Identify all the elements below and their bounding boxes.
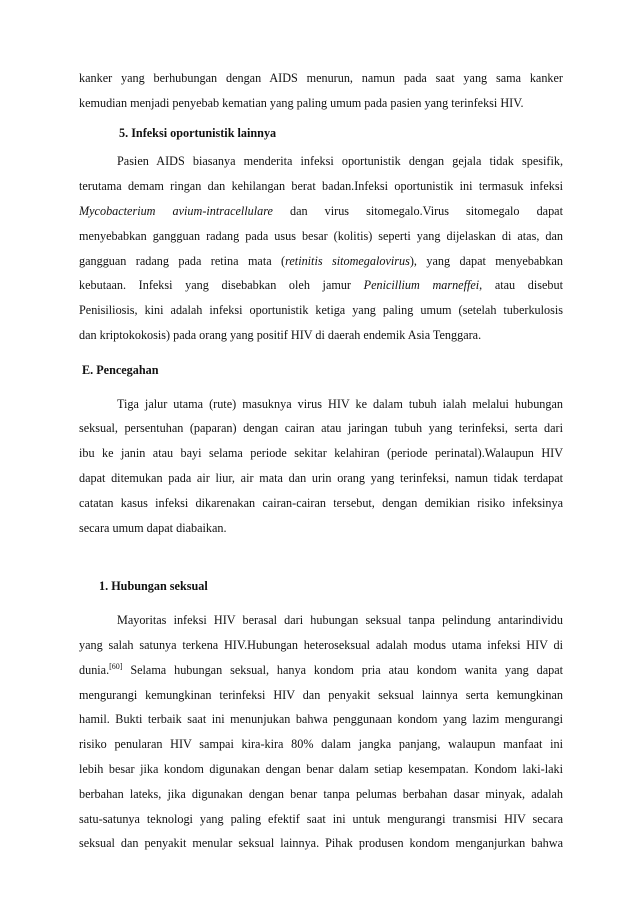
paragraph-line: berbahan lateks, jika digunakan dengan benar tanpa pelumas berbahan dasar minyak, adalah	[79, 786, 563, 801]
paragraph-line: catatan kasus infeksi dikarenakan cairan-cairan tersebut, dengan demikian risiko infeksinya	[79, 495, 563, 510]
paragraph-line: yang salah satunya terkena HIV.Hubungan heteroseksual adalah modus utama infeksi HIV di	[79, 637, 563, 652]
paragraph-line: hamil. Bukti terbaik saat ini menunjukan bahwa penggunaan kondom yang lazim mengurangi	[79, 712, 563, 727]
paragraph-line: Mayoritas infeksi HIV berasal dari hubungan seksual tanpa pelindung antarindividu	[117, 613, 563, 628]
paragraph-line: dunia.[60] Selama hubungan seksual, hanya kondom pria atau kondom wanita yang dapat	[79, 661, 563, 677]
heading-infeksi-oportunistik: 5. Infeksi oportunistik lainnya	[119, 125, 277, 140]
paragraph-line: Mycobacterium avium-intracellulare dan virus sitomegalo.Virus sitomegalo dapat	[79, 203, 563, 218]
paragraph-line: Tiga jalur utama (rute) masuknya virus HIV ke dalam tubuh ialah melalui hubungan	[117, 396, 563, 411]
paragraph-line: Penisiliosis, kini adalah infeksi oportunistik ketiga yang paling umum (setelah tuberkulosis	[79, 303, 563, 318]
paragraph-line: dan kriptokokosis) pada orang yang positif HIV di daerah endemik Asia Tenggara.	[79, 327, 482, 342]
paragraph-line: seksual dan penyakit menular seksual lainnya. Pihak produsen kondom menganjurkan bahwa	[79, 836, 563, 851]
paragraph-line: gangguan radang pada retina mata (retinitis sitomegalovirus), yang dapat menyebabkan	[79, 253, 563, 268]
paragraph-line: mengurangi kemungkinan terinfeksi HIV dan penyakit seksual lainnya serta kemungkinan	[79, 687, 563, 702]
paragraph-line: risiko penularan HIV sampai kira-kira 80% dalam jangka panjang, walaupun manfaat ini	[79, 737, 563, 752]
paragraph-line: kanker yang berhubungan dengan AIDS menurun, namun pada saat yang sama kanker	[79, 71, 563, 85]
paragraph-line: ibu ke janin atau bayi selama periode sekitar kelahiran (periode perinatal).Walaupun HIV	[79, 446, 563, 461]
paragraph-line: secara umum dapat diabaikan.	[79, 520, 227, 535]
paragraph-line: Pasien AIDS biasanya menderita infeksi oportunistik dengan gejala tidak spesifik,	[117, 154, 563, 169]
italic-term: Penicillium marneffei	[363, 278, 480, 293]
heading-pencegahan: E. Pencegahan	[82, 362, 159, 377]
paragraph-pencegahan	[79, 392, 563, 541]
paragraph-line: satu-satunya teknologi yang paling efektif saat ini untuk mengurangi transmisi HIV secara	[79, 811, 563, 826]
paragraph-kanker	[79, 66, 563, 116]
italic-term: Mycobacterium avium-intracellulare	[79, 203, 273, 218]
paragraph-line: kebutaan. Infeksi yang disebabkan oleh jamur Penicillium marneffei, atau disebut	[79, 278, 563, 293]
citation-superscript: [60]	[109, 661, 123, 671]
paragraph-line: terutama demam ringan dan kehilangan berat badan.Infeksi oportunistik ini termasuk infeksi	[79, 179, 563, 194]
paragraph-line: seksual, persentuhan (paparan) dengan cairan atau jaringan tubuh yang terinfeksi, serta dari	[79, 421, 563, 436]
paragraph-line: kemudian menjadi penyebab kematian yang paling umum pada pasien yang terinfeksi HIV.	[79, 95, 524, 110]
paragraph-hubungan-seksual	[79, 608, 563, 856]
paragraph-line: menyebabkan gangguan radang pada usus besar (kolitis) seperti yang dijelaskan di atas, dan	[79, 228, 563, 243]
paragraph-infeksi-oportunistik	[79, 149, 563, 347]
paragraph-line: lebih besar jika kondom digunakan dengan benar dalam setiap kesempatan. Kondom laki-laki	[79, 761, 563, 776]
document-page	[79, 66, 563, 856]
italic-term: retinitis sitomegalovirus	[285, 253, 410, 268]
heading-hubungan-seksual: 1. Hubungan seksual	[99, 579, 208, 594]
paragraph-line: dapat ditemukan pada air liur, air mata dan urin orang yang terinfeksi, namun tidak terdapat	[79, 470, 563, 485]
